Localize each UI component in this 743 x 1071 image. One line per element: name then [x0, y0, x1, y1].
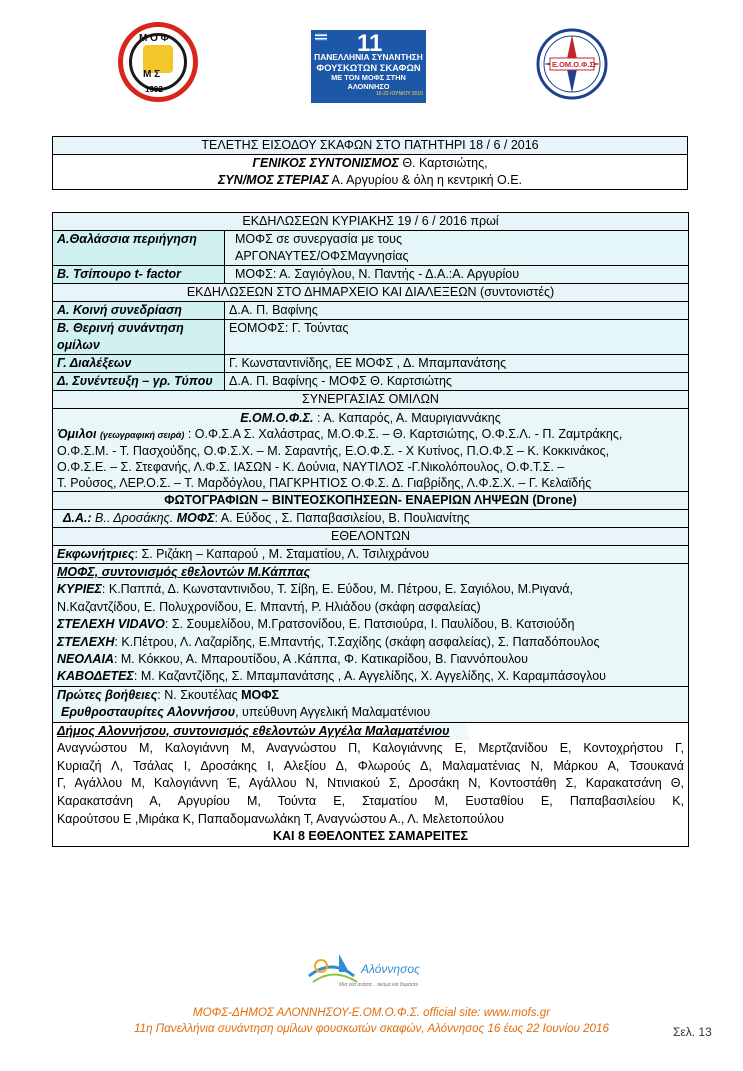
entry-ceremony-coordination: ΓΕΝΙΚΟΣ ΣΥΝΤΟΝΙΣΜΟΣ Θ. Καρτσιώτης, ΣΥΝ/ΜΟΣ ΣΤΕΡΙΑΣ Α. Αργυρίου & όλη η κεντρική Ο.Ε.: [53, 155, 688, 190]
greek-flag-icon: [315, 33, 327, 41]
volunteers-title: ΕΘΕΛΟΝΤΩΝ: [53, 528, 689, 546]
photography-row: Δ.Α.: Β.. Δροσάκης. ΜΟΦΣ: Α. Εύδος , Σ. Παπαβασιλείου, Β. Πουλιανίτης: [53, 510, 689, 528]
meeting-logo-line2: ΦΟΥΣΚΩΤΩΝ ΣΚΑΦΩΝ: [316, 62, 421, 73]
mofs-logo-year: 1992: [145, 85, 163, 94]
lectures-label: Γ. Διαλέξεων: [53, 355, 225, 373]
tsipouro-value: ΜΟΦΣ: Α. Σαγιόγλου, Ν. Παντής - Δ.Α.:Α. Αργυρίου: [225, 266, 689, 284]
mofs-logo: [118, 22, 198, 102]
first-aid-block: Πρώτες βοήθειες: Ν. Σκουτέλας ΜΟΦΣ Ερυθροσταυρίτες Αλοννήσου, υπεύθυνη Αγγελική Μαλαματένιου: [53, 686, 689, 722]
clubs-cooperation-title: ΣΥΝΕΡΓΑΣΙΑΣ ΟΜΙΛΩΝ: [53, 391, 689, 409]
meeting-logo-line4: 16-22 ΙΟΥΝΙΟΥ 2016: [375, 91, 423, 97]
mofs-logo-bottom-text: Μ Σ: [143, 69, 161, 80]
footer-line-2: 11η Πανελλήνια συνάντηση ομίλων φουσκωτών σκαφών, Αλόννησος 16 έως 22 Ιουνίου 2016: [134, 1022, 609, 1035]
eomofs-logo-label: Ε.ΟΜ.Ο.Φ.Σ.: [552, 60, 596, 69]
lectures-value: Γ. Κωνσταντινίδης, ΕΕ ΜΟΦΣ , Δ. Μπαμπανάτσης: [225, 355, 689, 373]
page-number: Σελ. 13: [673, 1025, 712, 1039]
announcers-row: Εκφωνήτριες: Σ. Ριζάκη – Καπαρού , Μ. Σταματίου, Λ. Τσιλιχράνου: [53, 546, 689, 564]
alonnisos-logo-tagline: Μια νέα ανάσα... ακόμα και θυμάσαι: [339, 982, 418, 988]
summer-meeting-value: ΕΟΜΟΦΣ: Γ. Τούντας: [225, 320, 689, 355]
joint-meeting-label: Α. Κοινή συνεδρίαση: [53, 302, 225, 320]
summer-meeting-label: Β. Θερινή συνάντηση ομίλων: [53, 320, 225, 355]
municipality-volunteers-block: Δήμος Αλοννήσου, συντονισμός εθελοντών Αγγέλα Μαλαματένιου Αναγνώστου Μ, Καλογιάννη Μ, Αναγνώστου Π, Καλογιάννης Ε, Μερτζανίδου Ε, Κοντοχρήστου Γ, Κυριαζή Λ, Τσάλας Ι, Δροσάκης Ι, Αλεξίου Δ, Φλωρούς Δ, Μαλαματένιας Ν, Μάρκου Α, Τσουκανά Γ, Αγάλλου Μ, Καλογιάννη Έ, Αγάλλου Ν, Ντινιακού Σ, Δροσάκη Ν, Κοντοστάθη Σ, Καρακατσάνη Θ, Καρακατσάνη Α, Αργυρίου Μ, Τούντα Ε, Σταματίου Μ, Ευσταθίου Ε, Παπαβασιλείου Κ, Καρούτσου Ε ,Μιράκα Κ, Παπαδομανωλάκη Τ, Αναγνώστου Α., Λ. Μελετοπούλου ΚΑΙ 8 ΕΘΕΛΟΝΤΕΣ ΣΑΜΑΡΕΙΤΕΣ: [53, 722, 689, 846]
entry-ceremony-table: [52, 136, 688, 190]
meeting-logo-line3: ΜΕ ΤΟΝ ΜΟΦΣ ΣΤΗΝ ΑΛΟΝΝΗΣΟ: [331, 73, 406, 91]
meeting-logo-line1: ΠΑΝΕΛΛΗΝΙΑ ΣΥΝΑΝΤΗΣΗ: [314, 52, 423, 62]
events-table: [52, 212, 689, 847]
alonnisos-logo-text: Αλόννησος: [361, 962, 420, 976]
town-hall-title: ΕΚΔΗΛΩΣΕΩΝ ΣΤΟ ΔΗΜΑΡΧΕΙΟ ΚΑΙ ΔΙΑΛΕΞΕΩΝ (συντονιστές): [53, 284, 689, 302]
sea-tour-value: ΜΟΦΣ σε συνεργασία με τους ΑΡΓΟΝΑΥΤΕΣ/ΟΦΣΜαγνησίας: [225, 231, 689, 266]
samaritans-line: ΚΑΙ 8 ΕΘΕΛΟΝΤΕΣ ΣΑΜΑΡΕΙΤΕΣ: [272, 829, 469, 844]
sea-tour-label: Α.Θαλάσσια περιήγηση: [53, 231, 225, 266]
footer-line-1: ΜΟΦΣ-ΔΗΜΟΣ ΑΛΟΝΝΗΣΟΥ-Ε.ΟΜ.Ο.Φ.Σ. official site: www.mofs.gr: [192, 1006, 551, 1019]
meeting-logo-number: 11: [357, 30, 383, 57]
mofs-logo-top-text: Μ Ο Φ: [139, 33, 169, 44]
eomofs-logo: [530, 25, 614, 103]
mofs-volunteers-block: ΜΟΦΣ, συντονισμός εθελοντών Μ.Κάππας ΚΥΡΙΕΣ: Κ.Παππά, Δ. Κωνσταντινιδου, Τ. Σίβη, Ε. Εύδου, Μ. Πέτρου, Ε. Σαγιόλου, Μ.Ριγανά, Ν.Καζαντζίδου, Ε. Πολυχρονίδου, Ε. Μπαντή, Ρ. Ηλιάδου (σκάφη ασφαλείας) ΣΤΕΛΕΧΗ VIDAVO: Σ. Σουμελίδου, Μ.Γρατσονίδου, Ε. Πατσιούρα, Ι. Παυλίδου, Β. Κατσιούδη ΣΤΕΛΕΧΗ: Κ.Πέτρου, Λ. Λαζαρίδης, Ε.Μπαντής, Τ.Σαχίδης (σκάφη ασφαλείας), Σ. Παπαδόπουλος ΝΕΟΛΑΙΑ: Μ. Κόκκου, Α. Μπαρουτίδου, Α .Κάππα, Φ. Κατικαρίδου, Β. Γιαννόπουλου ΚΑΒΟΔΕΤΕΣ: Μ. Καζαντζίδης, Σ. Μπαμπανάτσης , Α. Αγγελίδης, Χ. Αγγελίδης, Χ. Καραμπάσογλου: [53, 564, 689, 687]
tsipouro-label: Β. Τσίπουρο t- factor: [53, 266, 225, 284]
meeting-logo: [311, 30, 426, 103]
alonnisos-logo: [299, 946, 439, 994]
sunday-events-title: ΕΚΔΗΛΩΣΕΩΝ ΚΥΡΙΑΚΗΣ 19 / 6 / 2016 πρωί: [53, 213, 689, 231]
joint-meeting-value: Δ.Α. Π. Βαφίνης: [225, 302, 689, 320]
photography-title: ΦΩΤΟΓΡΑΦΙΩΝ – ΒΙΝΤΕΟΣΚΟΠΗΣΕΩΝ- ΕΝΑΕΡΙΩΝ ΛΗΨΕΩΝ (Drone): [53, 492, 689, 510]
press-conference-label: Δ. Συνέντευξη – γρ. Τύπου: [53, 373, 225, 391]
entry-ceremony-title: ΤΕΛΕΤΗΣ ΕΙΣΟΔΟΥ ΣΚΑΦΩΝ ΣΤΟ ΠΑΤΗΤΗΡΙ 18 / 6 / 2016: [53, 137, 688, 155]
clubs-cooperation-block: Ε.ΟΜ.Ο.Φ.Σ. : Α. Καπαρός, Α. Μαυριγιαννάκης Όμιλοι (γεωγραφική σειρά) : Ο.Φ.Σ.Α Σ. Χαλάστρας, Μ.Ο.Φ.Σ. – Θ. Καρτσιώτης, Ο.Φ.Σ.Λ. - Π. Ζαμτράκης, Ο.Φ.Σ.Μ. - Τ. Πασχούδης, Ο.Φ.Σ.Χ. – Μ. Σαραντής, Ε.Ο.Φ.Σ. - Χ Κυτίνος, Π.Ο.Φ.Σ – Κ. Κοκκινάκος, Ο.Φ.Σ.Ε. – Σ. Στεφανής, Λ.Φ.Σ. ΙΑΣΩΝ - Κ. Δούνια, ΝΑΥΤΙΛΟΣ -Γ.Νικολόπουλος, Ο.Φ.Τ.Σ. – Τ. Ρούσος, ΛΕΡ.Ο.Σ. – Τ. Μαρδόγλου, ΠΑΓΚΡΗΤΙΟΣ Ο.Φ.Σ. Δ. Γιαβρίδης, Λ.Φ.Σ.Χ. – Γ. Κελαϊδής: [53, 409, 689, 492]
press-conference-value: Δ.Α. Π. Βαφίνης - ΜΟΦΣ Θ. Καρτσιώτης: [225, 373, 689, 391]
